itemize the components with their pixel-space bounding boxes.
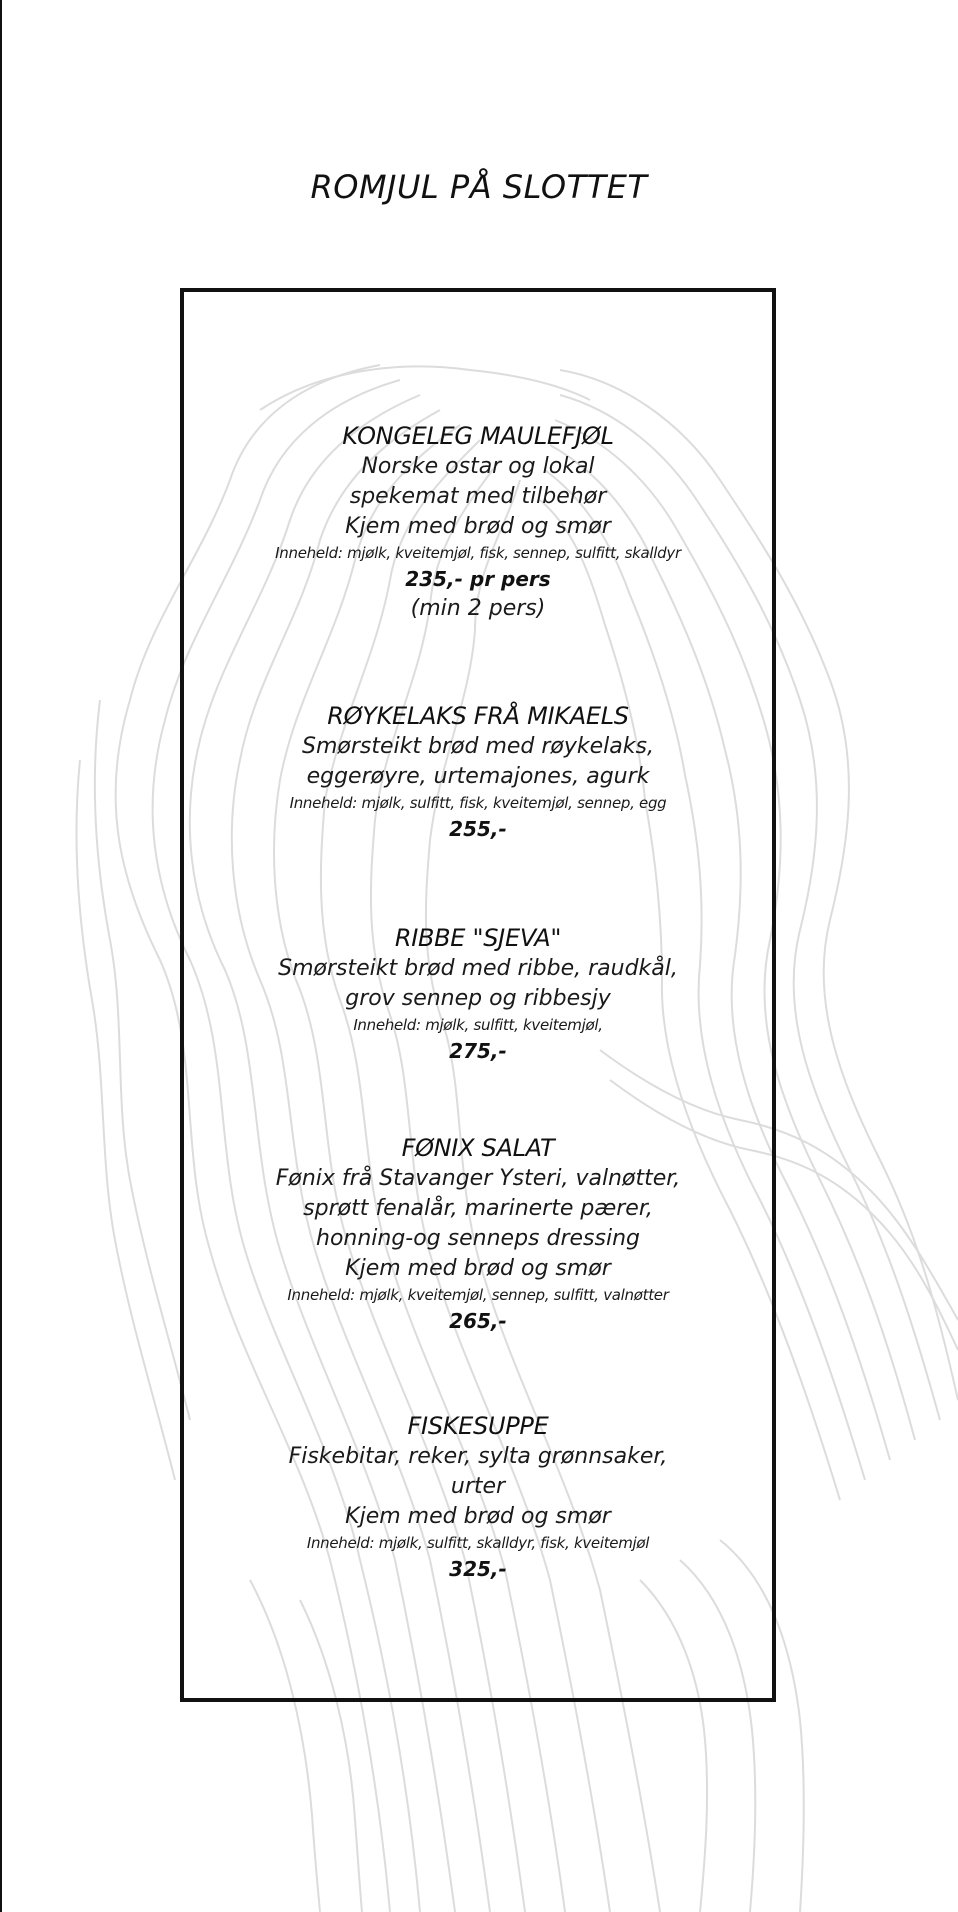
item-name: FØNIX SALAT xyxy=(401,1134,555,1162)
item-note: (min 2 pers) xyxy=(410,596,546,621)
item-description-line: honning-og senneps dressing xyxy=(316,1226,640,1251)
item-description-line: Norske ostar og lokal xyxy=(361,454,595,479)
item-name: RIBBE "SJEVA" xyxy=(394,924,562,952)
item-description-line: Kjem med brød og smør xyxy=(345,1504,611,1529)
item-name: KONGELEG MAULEFJØL xyxy=(342,422,614,450)
item-allergens: Inneheld: mjølk, kveitemjøl, fisk, sennep, sulfitt, skalldyr xyxy=(275,544,681,562)
menu-item-kongeleg-maulefjol xyxy=(180,420,776,624)
item-description-line: spekemat med tilbehør xyxy=(349,484,607,509)
menu-item-roykelaks xyxy=(180,700,776,844)
item-description-line: Smørsteikt brød med ribbe, raudkål, xyxy=(278,956,678,981)
page-title: ROMJUL PÅ SLOTTET xyxy=(310,168,648,206)
item-allergens: Inneheld: mjølk, sulfitt, fisk, kveitemjøl, sennep, egg xyxy=(289,794,667,812)
item-description-line: Kjem med brød og smør xyxy=(345,514,611,539)
item-description-line: Smørsteikt brød med røykelaks, xyxy=(302,734,654,759)
item-name: RØYKELAKS FRÅ MIKAELS xyxy=(327,702,629,730)
item-description-line: Fiskebitar, reker, sylta grønnsaker, xyxy=(288,1444,668,1469)
item-description-line: eggerøyre, urtemajones, agurk xyxy=(306,764,650,789)
item-price: 325,- xyxy=(449,1557,507,1581)
item-description-line: Kjem med brød og smør xyxy=(345,1256,611,1281)
item-price: 275,- xyxy=(449,1039,507,1063)
item-price: 265,- xyxy=(449,1309,507,1333)
item-price: 235,- pr pers xyxy=(405,567,551,591)
item-description-line: grov sennep og ribbesjy xyxy=(345,986,611,1011)
item-allergens: Inneheld: mjølk, sulfitt, skalldyr, fisk, kveitemjøl xyxy=(306,1534,650,1552)
item-price: 255,- xyxy=(449,817,507,841)
item-name: FISKESUPPE xyxy=(407,1412,549,1440)
item-allergens: Inneheld: mjølk, sulfitt, kveitemjøl, xyxy=(353,1016,603,1034)
item-allergens: Inneheld: mjølk, kveitemjøl, sennep, sulfitt, valnøtter xyxy=(287,1286,669,1304)
item-description-line: urter xyxy=(450,1474,506,1499)
menu-item-fiskesuppe xyxy=(180,1410,776,1584)
item-description-line: sprøtt fenalår, marinerte pærer, xyxy=(303,1196,653,1221)
menu-item-fonix-salat xyxy=(180,1132,776,1336)
item-description-line: Fønix frå Stavanger Ysteri, valnøtter, xyxy=(275,1166,681,1191)
menu-item-ribbe-sjeva xyxy=(180,922,776,1066)
